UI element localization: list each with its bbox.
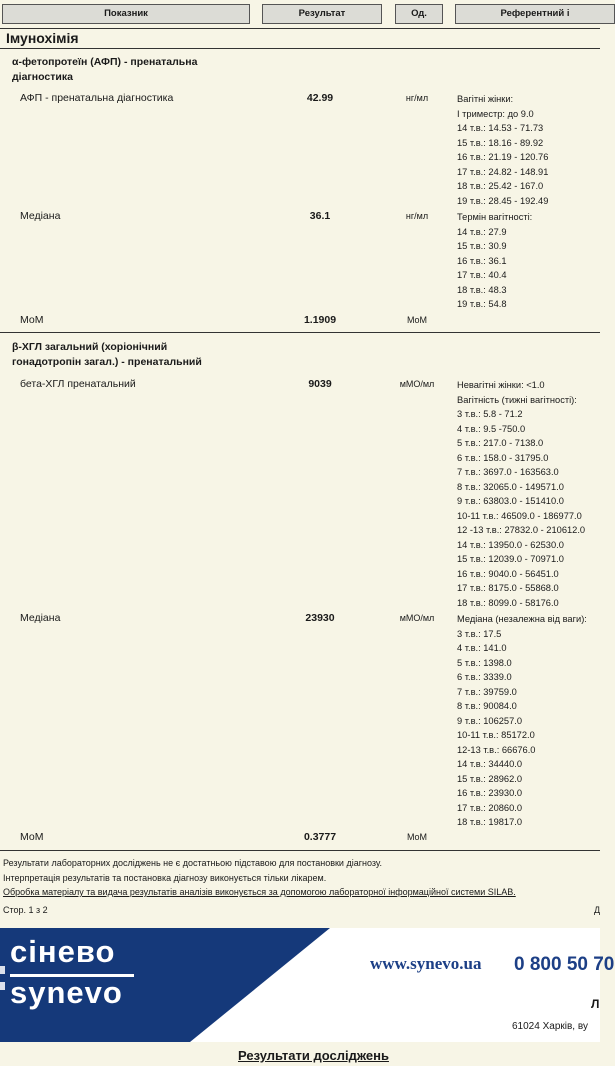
ref-line: 6 т.в.: 3339.0	[457, 672, 512, 682]
ref-line: 9 т.в.: 106257.0	[457, 715, 523, 726]
row-unit: нг/мл	[405, 211, 429, 221]
ref-line: 16 т.в.: 23930.0	[457, 788, 523, 798]
ref-line: 6 т.в.: 158.0 - 31795.0	[457, 452, 549, 463]
lab-name-fragment: Л	[591, 997, 600, 1011]
header-result: Результат	[262, 4, 382, 24]
ref-line: 5 т.в.: 217.0 - 7138.0	[457, 438, 544, 448]
ref-line: 16 т.в.: 9040.0 - 56451.0	[457, 568, 559, 579]
ref-line: Вагітність (тижні вагітності):	[457, 394, 577, 405]
ref-line: 14 т.в.: 27.9	[457, 226, 507, 237]
ref-line: 15 т.в.: 30.9	[457, 241, 507, 251]
ref-line: 17 т.в.: 24.82 - 148.91	[457, 166, 549, 177]
brand-header	[0, 928, 615, 1042]
row-name: бета-ХГЛ пренатальний	[20, 378, 136, 390]
reference-range	[457, 378, 585, 610]
row-value: 0.3777	[303, 831, 337, 843]
row-name: АФП - пренатальна діагностика	[20, 92, 174, 104]
divider	[0, 332, 600, 333]
group-title-afp: α-фетопротеїн (АФП) - пренатальна діагностика	[12, 56, 198, 83]
ref-line: 16 т.в.: 21.19 - 120.76	[457, 152, 549, 162]
ref-line: 18 т.в.: 48.3	[457, 284, 507, 295]
header-unit: Од.	[395, 4, 443, 24]
ref-line: 15 т.в.: 18.16 - 89.92	[457, 137, 544, 148]
results-heading: Результати досліджень	[238, 1048, 389, 1063]
row-unit: нг/мл	[405, 93, 429, 103]
divider	[0, 850, 600, 851]
ref-line: 18 т.в.: 25.42 - 167.0	[457, 181, 544, 191]
ref-line: 14 т.в.: 14.53 - 71.73	[457, 123, 544, 133]
ref-line: 5 т.в.: 1398.0	[457, 657, 512, 668]
footer-note: Обробка матеріалу та видача результатів аналізів виконується за допомогою лабораторної інформаційної системи SILAB.	[3, 887, 516, 897]
ref-line: Невагітні жінки: <1.0	[457, 380, 545, 390]
page-number-right: Д	[594, 905, 601, 915]
header-reference: Референтний і	[455, 4, 615, 24]
ref-line: 3 т.в.: 5.8 - 71.2	[457, 409, 523, 419]
ref-line: 8 т.в.: 90084.0	[457, 701, 517, 711]
ref-line: 19 т.в.: 28.45 - 192.49	[457, 195, 549, 206]
ref-line: 8 т.в.: 32065.0 - 149571.0	[457, 481, 564, 492]
row-unit: мМО/мл	[399, 379, 435, 389]
ref-line: 18 т.в.: 19817.0	[457, 817, 523, 827]
phone-number: 0 800 50 70	[514, 954, 615, 975]
reference-range	[457, 612, 587, 830]
row-unit: мМО/мл	[399, 613, 435, 623]
ref-line: Термін вагітності:	[457, 212, 533, 222]
logo-cyrillic: сінево	[10, 934, 116, 969]
ref-line: І триместр: до 9.0	[457, 108, 534, 119]
footer-note: Інтерпретація результатів та постановка діагнозу виконується тільки лікарем.	[3, 873, 327, 883]
ref-line: 16 т.в.: 36.1	[457, 255, 507, 266]
ref-line: Вагітні жінки:	[457, 94, 514, 104]
row-value: 36.1	[309, 210, 331, 222]
row-unit: МоМ	[406, 832, 428, 842]
ref-line: 9 т.в.: 63803.0 - 151410.0	[457, 496, 564, 506]
row-value: 9039	[308, 378, 332, 390]
row-name: МоМ	[20, 314, 44, 326]
ref-line: 3 т.в.: 17.5	[457, 628, 502, 639]
reference-range	[457, 92, 548, 208]
row-value: 1.1909	[303, 314, 337, 326]
ref-line: 12 -13 т.в.: 27832.0 - 210612.0	[457, 525, 586, 535]
reference-range	[457, 210, 532, 312]
website-link[interactable]: www.synevo.ua	[370, 954, 482, 973]
ref-line: 7 т.в.: 39759.0	[457, 686, 517, 697]
divider	[0, 28, 600, 29]
ref-line: 17 т.в.: 40.4	[457, 270, 507, 280]
ref-line: 17 т.в.: 20860.0	[457, 802, 523, 813]
section-title: Імунохімія	[6, 30, 79, 46]
lab-address: 61024 Харків, ву	[512, 1021, 588, 1032]
logo-latin: synevo	[10, 975, 123, 1010]
ref-line: 7 т.в.: 3697.0 - 163563.0	[457, 467, 559, 477]
row-name: МоМ	[20, 831, 44, 843]
ref-line: 17 т.в.: 8175.0 - 55868.0	[457, 583, 559, 593]
ref-line: 14 т.в.: 13950.0 - 62530.0	[457, 539, 564, 550]
ref-line: 10-11 т.в.: 46509.0 - 186977.0	[457, 510, 582, 521]
ref-line: 4 т.в.: 9.5 -750.0	[457, 423, 526, 434]
header-indicator: Показник	[2, 4, 250, 24]
ref-line: 18 т.в.: 8099.0 - 58176.0	[457, 597, 559, 608]
ref-line: 10-11 т.в.: 85172.0	[457, 730, 535, 740]
group-title-hcg: β-ХГЛ загальний (хоріонічний гонадотропін загал.) - пренатальний	[12, 341, 202, 368]
ref-line: 12-13 т.в.: 66676.0	[457, 744, 536, 755]
row-unit: МоМ	[406, 315, 428, 325]
ref-line: 14 т.в.: 34440.0	[457, 759, 523, 769]
row-name: Медіана	[20, 210, 61, 222]
ref-line: 19 т.в.: 54.8	[457, 299, 507, 309]
ref-line: Медіана (незалежна від ваги):	[457, 614, 587, 624]
ref-line: 4 т.в.: 141.0	[457, 643, 507, 653]
row-name: Медіана	[20, 612, 61, 624]
ref-line: 15 т.в.: 28962.0	[457, 773, 523, 784]
row-value: 42.99	[306, 92, 334, 104]
row-value: 23930	[305, 612, 335, 624]
ref-line: 15 т.в.: 12039.0 - 70971.0	[457, 554, 564, 564]
page-number: Стор. 1 з 2	[3, 905, 48, 915]
divider	[0, 48, 600, 49]
footer-note: Результати лабораторних досліджень не є достатньою підставою для постановки діагнозу.	[3, 858, 382, 868]
